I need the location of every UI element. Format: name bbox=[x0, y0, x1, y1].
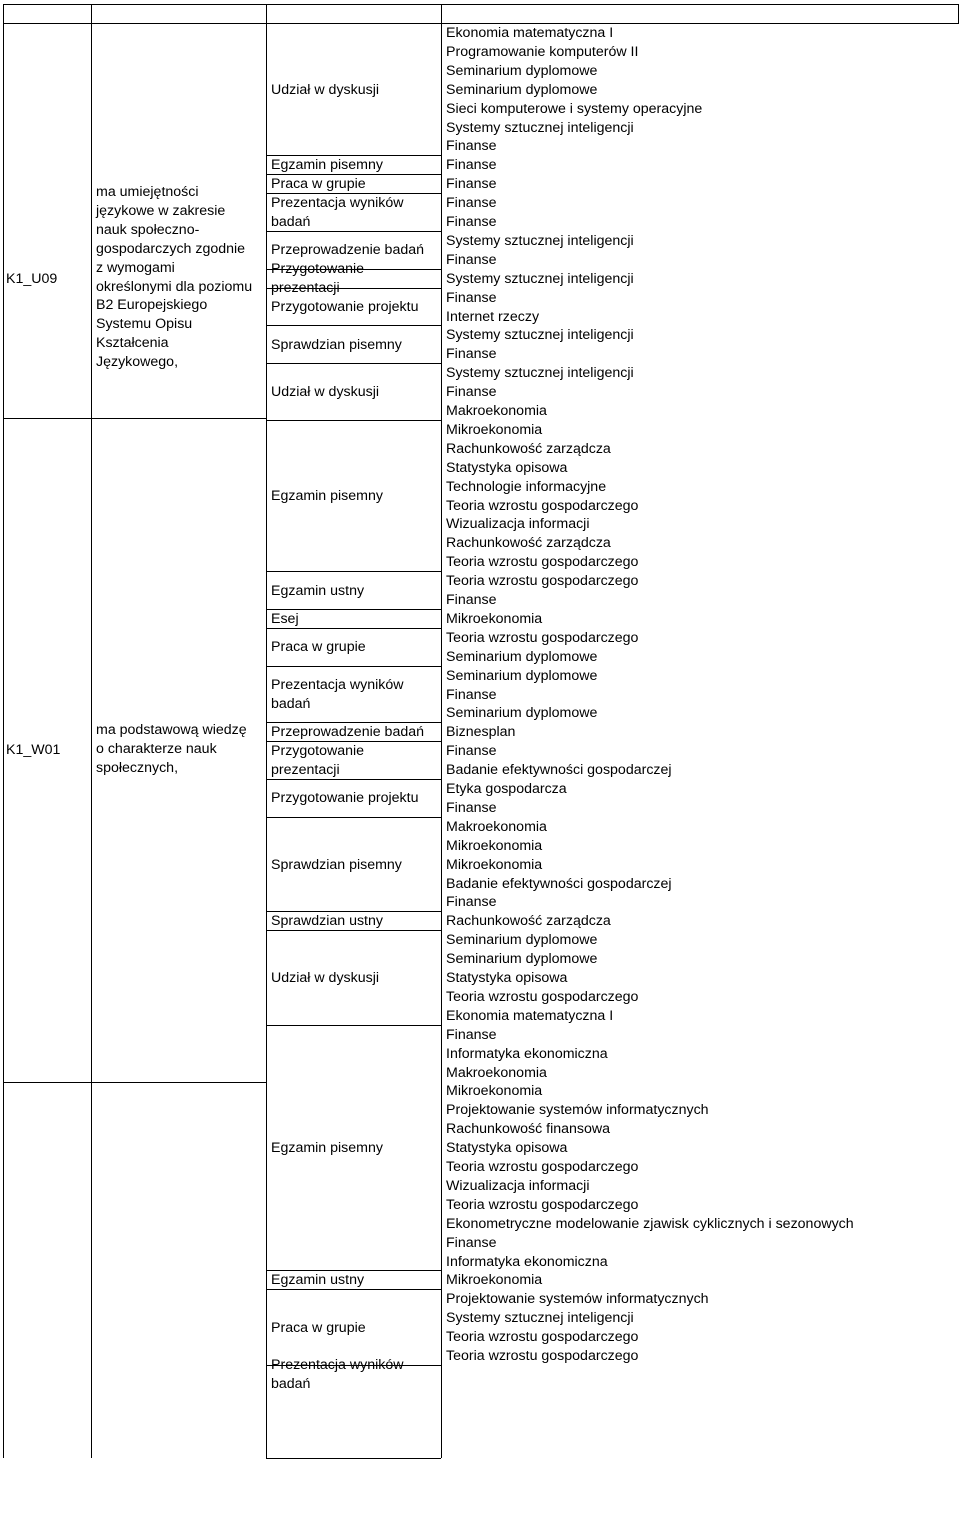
module-cell: Makroekonomia bbox=[446, 818, 547, 835]
module-cell: Teoria wzrostu gospodarczego bbox=[446, 1348, 639, 1364]
module-cell: Finanse bbox=[446, 157, 497, 174]
kek-description: z wymogami bbox=[96, 259, 175, 276]
module-cell: Teoria wzrostu gospodarczego bbox=[446, 1329, 639, 1346]
module-cell: Finanse bbox=[446, 289, 497, 306]
kek-description: o charakterze nauk bbox=[96, 740, 217, 757]
verification-cell: Przygotowanie bbox=[271, 743, 365, 760]
module-cell: Seminarium dyplomowe bbox=[446, 62, 598, 79]
module-cell: Statystyka opisowa bbox=[446, 459, 568, 476]
module-cell: Systemy sztucznej inteligencji bbox=[446, 327, 634, 344]
module-cell: Systemy sztucznej inteligencji bbox=[446, 270, 634, 287]
module-cell: Makroekonomia bbox=[446, 1064, 547, 1081]
module-cell: Technologie informacyjne bbox=[446, 478, 607, 495]
kek-description: ma umiejętności bbox=[96, 184, 199, 200]
module-cell: Systemy sztucznej inteligencji bbox=[446, 232, 634, 249]
module-cell: Mikroekonomia bbox=[446, 1083, 543, 1100]
module-cell: Rachunkowość zarządcza bbox=[446, 913, 611, 930]
grid-line bbox=[266, 571, 441, 572]
module-cell: Biznesplan bbox=[446, 724, 516, 741]
kek-code: K1_W01 bbox=[6, 742, 61, 758]
grid-line bbox=[266, 4, 267, 1458]
module-cell: Teoria wzrostu gospodarczego bbox=[446, 988, 639, 1005]
verification-cell: badań bbox=[271, 695, 311, 712]
module-cell: Seminarium dyplomowe bbox=[446, 951, 598, 968]
grid-line bbox=[266, 420, 441, 421]
grid-line bbox=[3, 418, 266, 419]
module-cell: Finanse bbox=[446, 894, 497, 911]
module-cell: Internet rzeczy bbox=[446, 308, 540, 325]
kek-description: językowe w zakresie bbox=[96, 202, 226, 219]
module-cell: Badanie efektywności gospodarczej bbox=[446, 762, 672, 779]
module-cell: Makroekonomia bbox=[446, 403, 547, 419]
module-cell: Finanse bbox=[446, 195, 497, 212]
module-cell: Finanse bbox=[446, 799, 497, 816]
verification-cell: Egzamin ustny bbox=[271, 582, 365, 599]
module-cell: Ekonometryczne modelowanie zjawisk cyklicznych i sezonowych bbox=[446, 1215, 854, 1232]
module-cell: Seminarium dyplomowe bbox=[446, 932, 598, 949]
module-cell: Teoria wzrostu gospodarczego bbox=[446, 554, 639, 571]
grid-line bbox=[266, 363, 441, 364]
module-cell: Finanse bbox=[446, 1026, 497, 1043]
kek-code: K1_U09 bbox=[6, 271, 58, 287]
module-cell: Informatyka ekonomiczna bbox=[446, 1045, 608, 1062]
verification-cell: Esej bbox=[271, 610, 299, 627]
verification-cell: Przeprowadzenie badań bbox=[271, 724, 425, 741]
module-cell: Projektowanie systemów informatycznych bbox=[446, 1102, 709, 1119]
verification-cell: Sprawdzian pisemny bbox=[271, 856, 402, 873]
module-cell: Etyka gospodarcza bbox=[446, 781, 567, 797]
module-cell: Wizualizacja informacji bbox=[446, 516, 590, 533]
kek-description: ma podstawową wiedzę bbox=[96, 722, 247, 738]
verification-cell: Udział w dyskusji bbox=[271, 970, 380, 986]
module-cell: Finanse bbox=[446, 214, 497, 230]
grid-line bbox=[3, 1082, 266, 1083]
verification-cell: Egzamin pisemny bbox=[271, 1140, 383, 1157]
module-cell: Seminarium dyplomowe bbox=[446, 81, 598, 98]
module-cell: Finanse bbox=[446, 1234, 497, 1251]
verification-cell: Przygotowanie projektu bbox=[271, 790, 419, 807]
module-cell: Finanse bbox=[446, 138, 497, 155]
module-cell: Badanie efektywności gospodarczej bbox=[446, 875, 672, 892]
verification-cell: Prezentacja wyników bbox=[271, 677, 404, 694]
grid-line bbox=[91, 4, 92, 1458]
module-cell: Programowanie komputerów II bbox=[446, 43, 639, 60]
verification-cell: badań bbox=[271, 1376, 311, 1393]
module-cell: Finanse bbox=[446, 384, 497, 401]
module-cell: Systemy sztucznej inteligencji bbox=[446, 119, 634, 136]
module-cell: Finanse bbox=[446, 176, 497, 193]
verification-cell: Praca w grupie bbox=[271, 639, 366, 656]
kek-description: nauk społeczno- bbox=[96, 221, 200, 238]
verification-cell: Przeprowadzenie badań bbox=[271, 242, 425, 259]
grid-line bbox=[958, 4, 959, 24]
grid-line bbox=[266, 1458, 441, 1459]
grid-line bbox=[266, 325, 441, 326]
module-cell: Rachunkowość zarządcza bbox=[446, 535, 611, 552]
kek-description: społecznych, bbox=[96, 759, 179, 776]
verification-cell: Prezentacja wyników bbox=[271, 1357, 404, 1374]
module-cell: Ekonomia matematyczna I bbox=[446, 25, 614, 41]
module-cell: Teoria wzrostu gospodarczego bbox=[446, 573, 639, 590]
module-cell: Teoria wzrostu gospodarczego bbox=[446, 497, 639, 514]
module-cell: Systemy sztucznej inteligencji bbox=[446, 365, 634, 382]
verification-cell: Praca w grupie bbox=[271, 1319, 366, 1336]
grid-line bbox=[266, 666, 441, 667]
module-cell: Statystyka opisowa bbox=[446, 1140, 568, 1157]
module-cell: Wizualizacja informacji bbox=[446, 1177, 590, 1194]
verification-cell: Sprawdzian pisemny bbox=[271, 336, 402, 353]
module-cell: Statystyka opisowa bbox=[446, 970, 568, 986]
module-cell: Ekonomia matematyczna I bbox=[446, 1007, 614, 1024]
module-cell: Finanse bbox=[446, 743, 497, 760]
module-cell: Seminarium dyplomowe bbox=[446, 705, 598, 722]
verification-cell: prezentacji bbox=[271, 762, 340, 779]
module-cell: Mikroekonomia bbox=[446, 837, 543, 854]
module-cell: Mikroekonomia bbox=[446, 421, 543, 438]
module-cell: Finanse bbox=[446, 346, 497, 363]
verification-cell: Udział w dyskusji bbox=[271, 384, 380, 401]
verification-cell: Prezentacja wyników bbox=[271, 195, 404, 212]
grid-line bbox=[3, 4, 4, 1458]
verification-cell: Praca w grupie bbox=[271, 176, 366, 193]
module-cell: Teoria wzrostu gospodarczego bbox=[446, 629, 639, 646]
kek-description: B2 Europejskiego bbox=[96, 297, 208, 314]
verification-cell: Udział w dyskusji bbox=[271, 81, 380, 98]
kek-description: Językowego, bbox=[96, 354, 179, 371]
verification-cell: Przygotowanie bbox=[271, 261, 365, 278]
module-cell: Informatyka ekonomiczna bbox=[446, 1253, 608, 1270]
module-cell: Mikroekonomia bbox=[446, 1272, 543, 1289]
module-cell: Finanse bbox=[446, 251, 497, 268]
module-cell: Seminarium dyplomowe bbox=[446, 667, 598, 684]
module-cell: Teoria wzrostu gospodarczego bbox=[446, 1196, 639, 1213]
module-cell: Projektowanie systemów informatycznych bbox=[446, 1291, 709, 1308]
verification-cell: prezentacji bbox=[271, 280, 340, 297]
verification-cell: Egzamin ustny bbox=[271, 1272, 365, 1289]
module-cell: Finanse bbox=[446, 686, 497, 703]
grid-line bbox=[266, 1025, 441, 1026]
module-cell: Finanse bbox=[446, 592, 497, 608]
kek-description: gospodarczych zgodnie bbox=[96, 240, 246, 257]
verification-cell: Egzamin pisemny bbox=[271, 488, 383, 505]
verification-cell: Przygotowanie projektu bbox=[271, 299, 419, 316]
grid-line bbox=[266, 817, 441, 818]
grid-line bbox=[3, 4, 958, 5]
module-cell: Sieci komputerowe i systemy operacyjne bbox=[446, 100, 703, 117]
kek-description: Kształcenia bbox=[96, 335, 169, 352]
grid-line bbox=[441, 4, 442, 1458]
module-cell: Rachunkowość zarządcza bbox=[446, 440, 611, 457]
kek-description: Systemu Opisu bbox=[96, 316, 193, 333]
module-cell: Seminarium dyplomowe bbox=[446, 648, 598, 665]
module-cell: Mikroekonomia bbox=[446, 856, 543, 873]
module-cell: Systemy sztucznej inteligencji bbox=[446, 1310, 634, 1327]
module-cell: Rachunkowość finansowa bbox=[446, 1121, 611, 1138]
module-cell: Mikroekonomia bbox=[446, 610, 543, 627]
verification-cell: Sprawdzian ustny bbox=[271, 913, 383, 930]
verification-cell: Egzamin pisemny bbox=[271, 157, 383, 174]
kek-description: określonymi dla poziomu bbox=[96, 278, 253, 295]
verification-cell: badań bbox=[271, 214, 311, 230]
module-cell: Teoria wzrostu gospodarczego bbox=[446, 1159, 639, 1175]
